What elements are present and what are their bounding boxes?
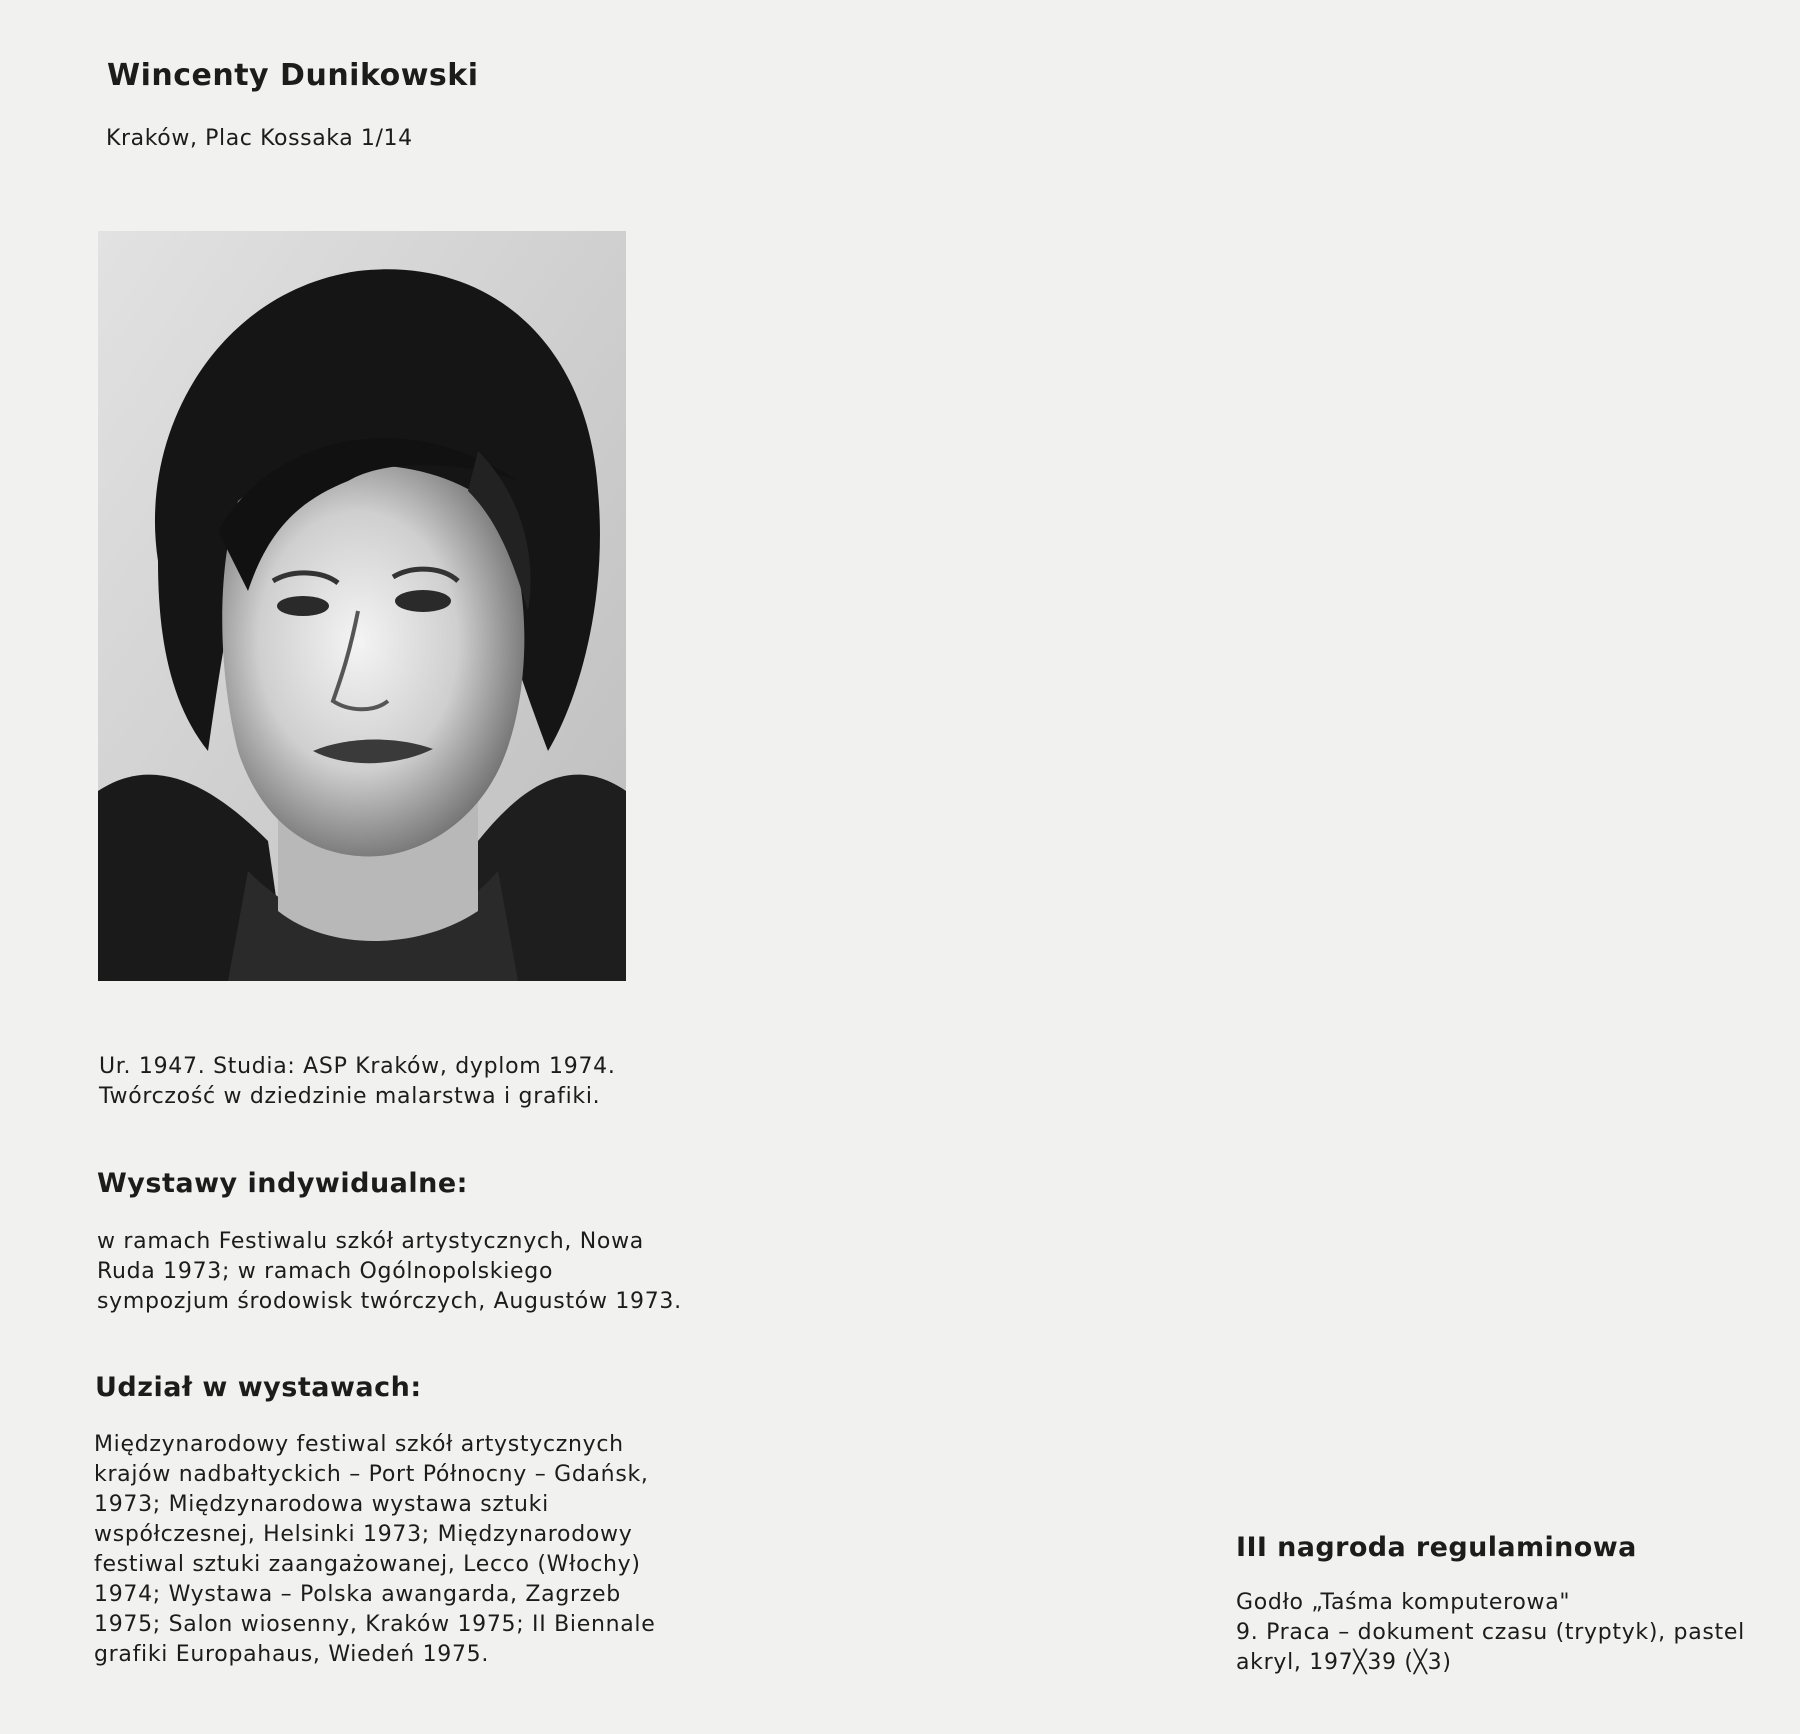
text-line: krajów nadbałtyckich – Port Północny – Gdańsk, bbox=[94, 1462, 649, 1487]
award-heading: III nagroda regulaminowa bbox=[1236, 1532, 1637, 1563]
bio-line: Ur. 1947. Studia: ASP Kraków, dyplom 1974. bbox=[99, 1054, 616, 1079]
artist-name: Wincenty Dunikowski bbox=[107, 58, 479, 93]
solo-exhibitions-heading: Wystawy indywidualne: bbox=[97, 1168, 468, 1199]
award-line: 9. Praca – dokument czasu (tryptyk), pastel bbox=[1236, 1620, 1745, 1645]
portrait-photo bbox=[98, 231, 626, 981]
bio-line: Twórczość w dziedzinie malarstwa i grafiki. bbox=[99, 1084, 601, 1109]
solo-exhibitions-text bbox=[97, 1227, 682, 1317]
group-exhibitions-heading: Udział w wystawach: bbox=[95, 1372, 422, 1403]
text-line: Międzynarodowy festiwal szkół artystycznych bbox=[94, 1432, 624, 1457]
text-line: Ruda 1973; w ramach Ogólnopolskiego bbox=[97, 1259, 554, 1284]
award-line: Godło „Taśma komputerowa" bbox=[1236, 1590, 1571, 1615]
text-line: grafiki Europahaus, Wiedeń 1975. bbox=[94, 1642, 490, 1667]
text-line: w ramach Festiwalu szkół artystycznych, Nowa bbox=[97, 1229, 644, 1254]
artist-address: Kraków, Plac Kossaka 1/14 bbox=[106, 126, 413, 151]
text-line: festiwal sztuki zaangażowanej, Lecco (Włochy) bbox=[94, 1552, 641, 1577]
text-line: współczesnej, Helsinki 1973; Międzynarodowy bbox=[94, 1522, 633, 1547]
award-line: akryl, 197╳39 (╳3) bbox=[1236, 1650, 1452, 1675]
text-line: sympozjum środowisk twórczych, Augustów 1973. bbox=[97, 1289, 682, 1314]
biography bbox=[99, 1052, 659, 1112]
text-line: 1974; Wystawa – Polska awangarda, Zagrzeb bbox=[94, 1582, 621, 1607]
group-exhibitions-text bbox=[94, 1430, 655, 1670]
portrait-photo-icon bbox=[98, 231, 626, 981]
text-line: 1973; Międzynarodowa wystawa sztuki bbox=[94, 1492, 549, 1517]
text-line: 1975; Salon wiosenny, Kraków 1975; II Biennale bbox=[94, 1612, 656, 1637]
award-details bbox=[1236, 1588, 1745, 1678]
